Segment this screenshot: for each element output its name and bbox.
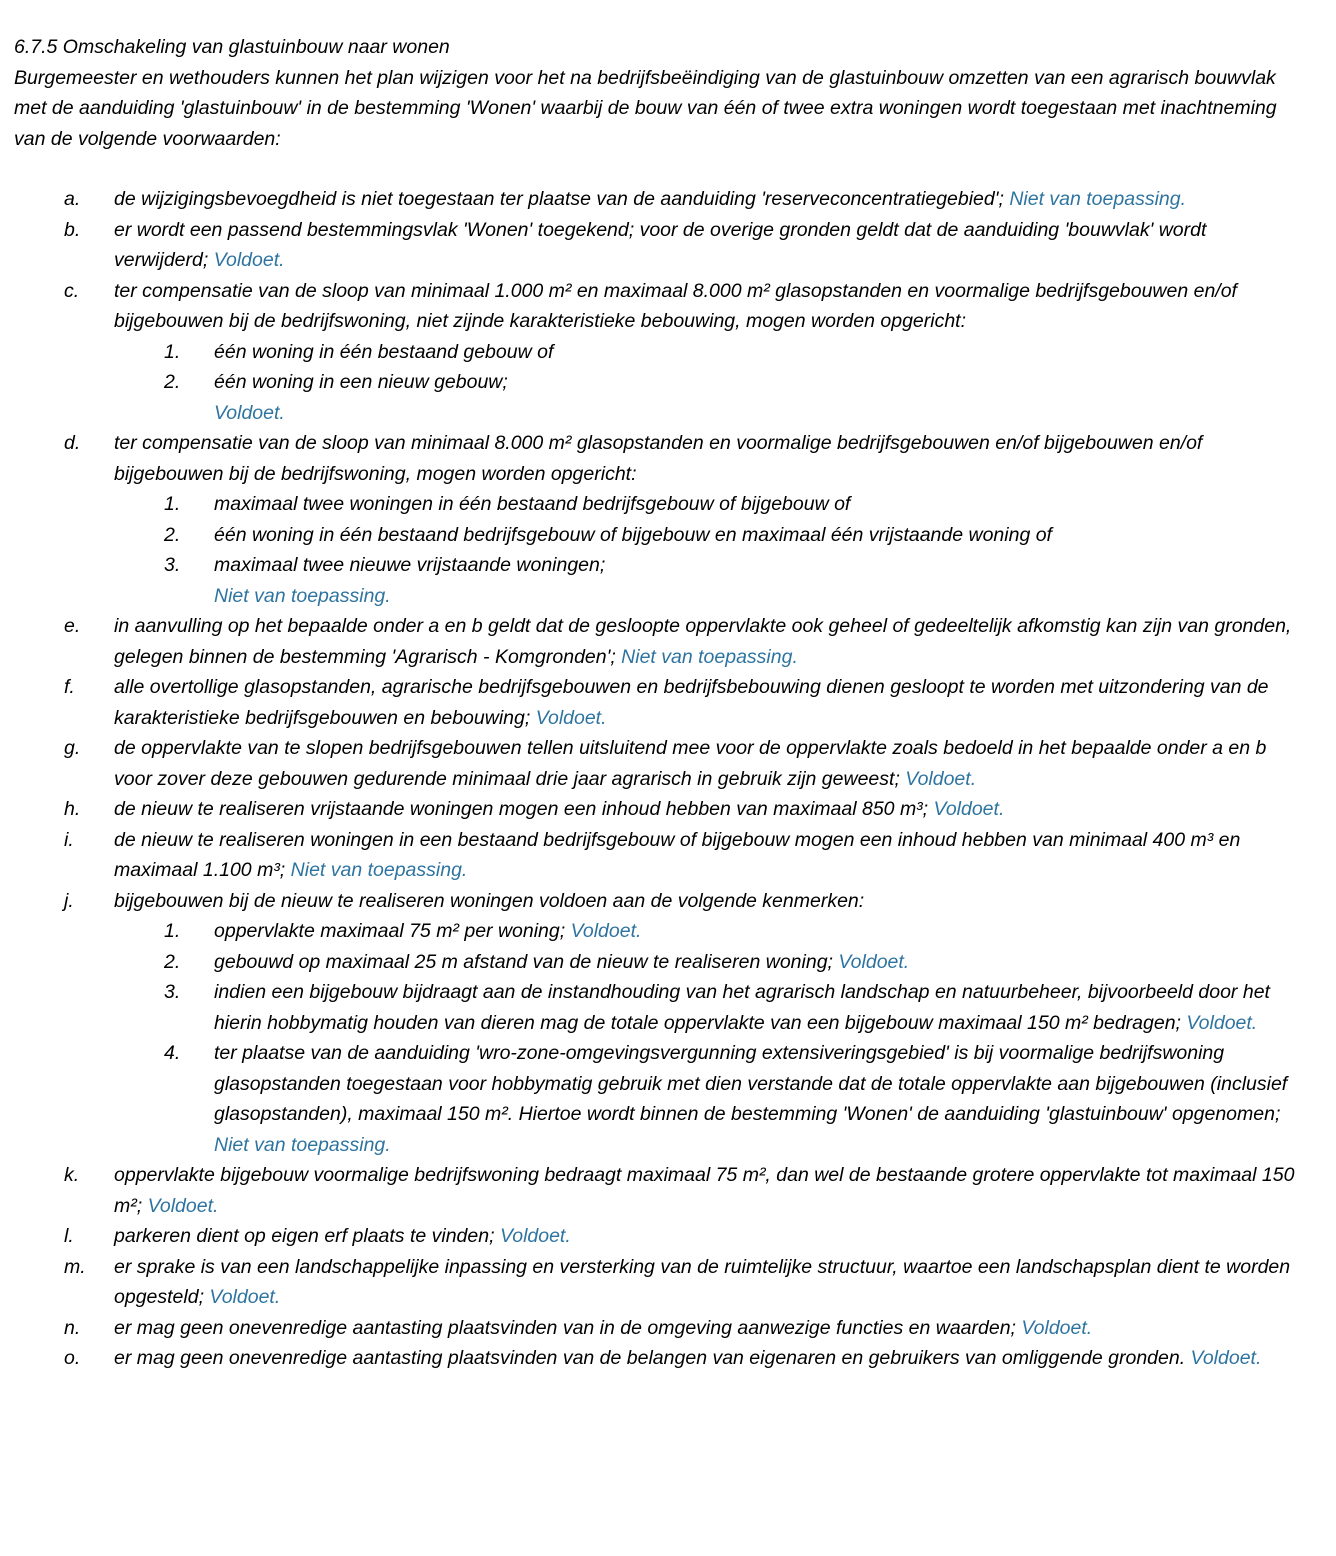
status-text: Niet van toepassing. <box>214 1133 391 1156</box>
item-text-content: alle overtollige glasopstanden, agrarische bedrijfsgebouwen en bedrijfsbebouwing dienen gesloopt te worden met uitzondering van de karakteristieke bedrijfsgebouwen en bebouwing; <box>114 676 1269 729</box>
sub-item-text: oppervlakte maximaal 75 m² per woning; <box>214 920 566 942</box>
item-text <box>114 215 1296 276</box>
status-text: Niet van toepassing. <box>214 584 391 607</box>
status-text: Voldoet. <box>214 401 285 424</box>
item-letter: i. <box>64 828 74 851</box>
item-text-content: er wordt een passend bestemmingsvlak 'Wonen' toegekend; voor de overige gronden geldt dat de aanduiding 'bouwvlak' wordt verwijderd; <box>114 218 1207 271</box>
item-text <box>114 611 1296 672</box>
status-text: Voldoet. <box>1186 1011 1258 1034</box>
item-text <box>114 794 1296 825</box>
item-body <box>114 1252 1296 1313</box>
item-letter: m. <box>64 1255 86 1278</box>
status-text: Voldoet. <box>838 950 910 973</box>
item-letter: b. <box>64 218 81 241</box>
item-body <box>114 1343 1296 1374</box>
item-body <box>114 733 1296 794</box>
section-heading: 6.7.5 Omschakeling van glastuinbouw naar wonen <box>14 36 450 58</box>
sub-item-body <box>214 947 1296 978</box>
item-text-content: parkeren dient op eigen erf plaats te vinden; <box>114 1225 495 1247</box>
item-body <box>114 794 1296 825</box>
item-body <box>114 1160 1296 1221</box>
sub-item-body <box>214 489 1296 520</box>
item-verdict <box>114 581 1296 612</box>
intro-paragraph: Burgemeester en wethouders kunnen het plan wijzigen voor het na bedrijfsbeëindiging van de glastuinbouw omzetten van een agrarisch bouwvlak met de aanduiding 'glastuinbouw' in de bestemming 'Wonen' waarbij de bouw van één of twee extra woningen wordt toegestaan met inachtneming van de volgende voorwaarden: <box>14 66 1277 150</box>
item-text <box>114 825 1296 886</box>
item-body <box>114 215 1296 276</box>
item-text-content: de wijzigingsbevoegdheid is niet toegestaan ter plaatse van de aanduiding 'reserveconcentratiegebied'; <box>114 188 1004 210</box>
conditions-list <box>14 184 1296 1374</box>
sub-item-body <box>214 550 1296 581</box>
list-item <box>14 733 1296 794</box>
sub-item <box>114 337 1296 368</box>
item-text <box>114 1160 1296 1221</box>
sub-item-body <box>214 916 1296 947</box>
status-text: Voldoet. <box>1190 1347 1262 1369</box>
item-text <box>114 733 1296 794</box>
item-text <box>114 672 1296 733</box>
item-text-content: de nieuw te realiseren vrijstaande woningen mogen een inhoud hebben van maximaal 850 m³; <box>114 798 929 820</box>
list-item <box>14 672 1296 733</box>
sub-item-number: 2. <box>164 523 181 546</box>
item-body <box>114 611 1296 672</box>
list-item <box>14 1160 1296 1221</box>
item-text-content: ter compensatie van de sloop van minimaal 1.000 m² en maximaal 8.000 m² glasopstanden en voormalige bedrijfsgebouwen en/of bijgebouwen bij de bedrijfswoning, niet zijnde karakteristieke bebouwing, mogen worden opgericht: <box>114 279 1237 332</box>
item-text-content: de oppervlakte van te slopen bedrijfsgebouwen tellen uitsluitend mee voor de oppervlakte zoals bedoeld in het bepaalde onder a en b voor zover deze gebouwen gedurende minimaal drie jaar agrarisch in gebruik zijn geweest; <box>114 737 1267 790</box>
status-text: Niet van toepassing. <box>621 645 798 668</box>
status-text: Voldoet. <box>535 706 607 729</box>
item-letter: n. <box>64 1316 81 1339</box>
status-text: Niet van toepassing. <box>290 859 468 881</box>
sub-item <box>114 916 1296 947</box>
list-item <box>14 1252 1296 1313</box>
item-text <box>114 1252 1296 1313</box>
sub-item-text: één woning in één bestaand bedrijfsgebouw of bijgebouw en maximaal één vrijstaande woning of <box>214 523 1052 546</box>
item-text-content: bijgebouwen bij de nieuw te realiseren woningen voldoen aan de volgende kenmerken: <box>114 889 865 912</box>
list-item <box>14 886 1296 1161</box>
sub-item <box>114 1038 1296 1160</box>
sub-item-body <box>214 977 1296 1038</box>
item-letter: j. <box>64 889 74 912</box>
item-text-content: de nieuw te realiseren woningen in een bestaand bedrijfsgebouw of bijgebouw mogen een inhoud hebben van minimaal 400 m³ en maximaal 1.100 m³; <box>114 828 1241 881</box>
sub-item-number: 2. <box>164 950 181 973</box>
item-text <box>114 184 1296 215</box>
list-item <box>14 1221 1296 1252</box>
item-text <box>114 428 1296 489</box>
sub-item-body <box>214 337 1296 368</box>
item-body <box>114 276 1296 429</box>
sub-item-number: 4. <box>164 1042 181 1064</box>
sub-item-number: 2. <box>164 371 181 393</box>
item-text <box>114 886 1296 917</box>
sub-item-body <box>214 520 1296 551</box>
status-text: Voldoet. <box>499 1225 571 1247</box>
item-body <box>114 672 1296 733</box>
item-text <box>114 1313 1296 1344</box>
item-letter: h. <box>64 798 81 820</box>
status-text: Voldoet. <box>147 1194 219 1217</box>
status-text: Voldoet. <box>570 920 642 942</box>
sub-item-text: maximaal twee nieuwe vrijstaande woningen; <box>214 554 606 576</box>
status-text: Voldoet. <box>933 798 1005 820</box>
item-letter: a. <box>64 188 81 210</box>
sub-item-body <box>214 367 1296 398</box>
list-item <box>14 428 1296 611</box>
item-letter: d. <box>64 432 81 454</box>
item-letter: o. <box>64 1347 81 1369</box>
item-text-content: er mag geen onevenredige aantasting plaatsvinden van de belangen van eigenaren en gebruikers van omliggende gronden. <box>114 1347 1186 1369</box>
item-letter: g. <box>64 737 81 759</box>
item-letter: c. <box>64 279 80 302</box>
item-body <box>114 886 1296 1161</box>
status-text: Voldoet. <box>905 767 977 790</box>
sub-item-number: 1. <box>164 920 181 942</box>
item-body <box>114 184 1296 215</box>
item-text <box>114 276 1296 337</box>
item-body <box>114 428 1296 611</box>
list-item <box>14 276 1296 429</box>
sub-item-number: 1. <box>164 340 181 363</box>
sub-item-text: één woning in een nieuw gebouw; <box>214 371 508 393</box>
sub-item-text: ter plaatse van de aanduiding 'wro-zone-omgevingsvergunning extensiveringsgebied' is bij voormalige bedrijfswoning glasopstanden toegestaan voor hobbymatig gebruik met dien verstande dat de totale oppervlakte aan bijgebouwen (inclusief glasopstanden), maximaal 150 m². Hiertoe wordt binnen de bestemming 'Wonen' de aanduiding 'glastuinbouw' opgenomen; <box>214 1042 1288 1125</box>
item-verdict <box>114 398 1296 429</box>
sub-item-text: één woning in één bestaand gebouw of <box>214 340 554 363</box>
sub-item-number: 1. <box>164 493 181 515</box>
item-body <box>114 1221 1296 1252</box>
sub-item-text: gebouwd op maximaal 25 m afstand van de nieuw te realiseren woning; <box>214 950 833 973</box>
list-item <box>14 1313 1296 1344</box>
list-item <box>14 611 1296 672</box>
sub-item <box>114 489 1296 520</box>
item-letter: f. <box>64 676 75 698</box>
item-body <box>114 825 1296 886</box>
item-text <box>114 1343 1296 1374</box>
sub-item <box>114 367 1296 398</box>
list-item <box>14 794 1296 825</box>
item-letter: e. <box>64 615 81 637</box>
sub-item-number: 3. <box>164 554 181 576</box>
sub-item <box>114 977 1296 1038</box>
status-text: Voldoet. <box>209 1286 281 1308</box>
status-text: Niet van toepassing. <box>1009 188 1187 210</box>
item-text-content: in aanvulling op het bepaalde onder a en b geldt dat de gesloopte oppervlakte ook geheel of gedeeltelijk afkomstig kan zijn van gronden, gelegen binnen de bestemming 'Agrarisch - Komgronden'; <box>114 615 1292 668</box>
item-text-content: ter compensatie van de sloop van minimaal 8.000 m² glasopstanden en voormalige bedrijfsgebouwen en/of bijgebouwen en/of bijgebouwen bij de bedrijfswoning, mogen worden opgericht: <box>114 432 1203 485</box>
sub-item <box>114 520 1296 551</box>
sub-item-text: indien een bijgebouw bijdraagt aan de instandhouding van het agrarisch landschap en natuurbeheer, bijvoorbeeld door het hierin hobbymatig houden van dieren mag de totale oppervlakte van een bijgebouw maximaal 150 m² bedragen; <box>214 981 1270 1034</box>
item-letter: l. <box>64 1225 74 1247</box>
item-text-content: er sprake is van een landschappelijke inpassing en versterking van de ruimtelijke structuur, waartoe een landschapsplan dient te worden opgesteld; <box>114 1255 1291 1308</box>
status-text: Voldoet. <box>213 249 285 271</box>
item-text <box>114 1221 1296 1252</box>
item-text-content: er mag geen onevenredige aantasting plaatsvinden van in de omgeving aanwezige functies en waarden; <box>114 1316 1016 1339</box>
sub-item-text: maximaal twee woningen in één bestaand bedrijfsgebouw of bijgebouw of <box>214 493 851 515</box>
status-text: Voldoet. <box>1021 1316 1093 1339</box>
sub-item <box>114 550 1296 581</box>
item-letter: k. <box>64 1164 80 1186</box>
item-body <box>114 1313 1296 1344</box>
sub-item-body <box>214 1038 1296 1160</box>
item-text-content: oppervlakte bijgebouw voormalige bedrijfswoning bedraagt maximaal 75 m², dan wel de bestaande grotere oppervlakte tot maximaal 150 m²; <box>114 1164 1295 1217</box>
list-item <box>14 184 1296 215</box>
list-item <box>14 215 1296 276</box>
list-item <box>14 825 1296 886</box>
sub-item <box>114 947 1296 978</box>
sub-item-number: 3. <box>164 981 181 1003</box>
list-item <box>14 1343 1296 1374</box>
